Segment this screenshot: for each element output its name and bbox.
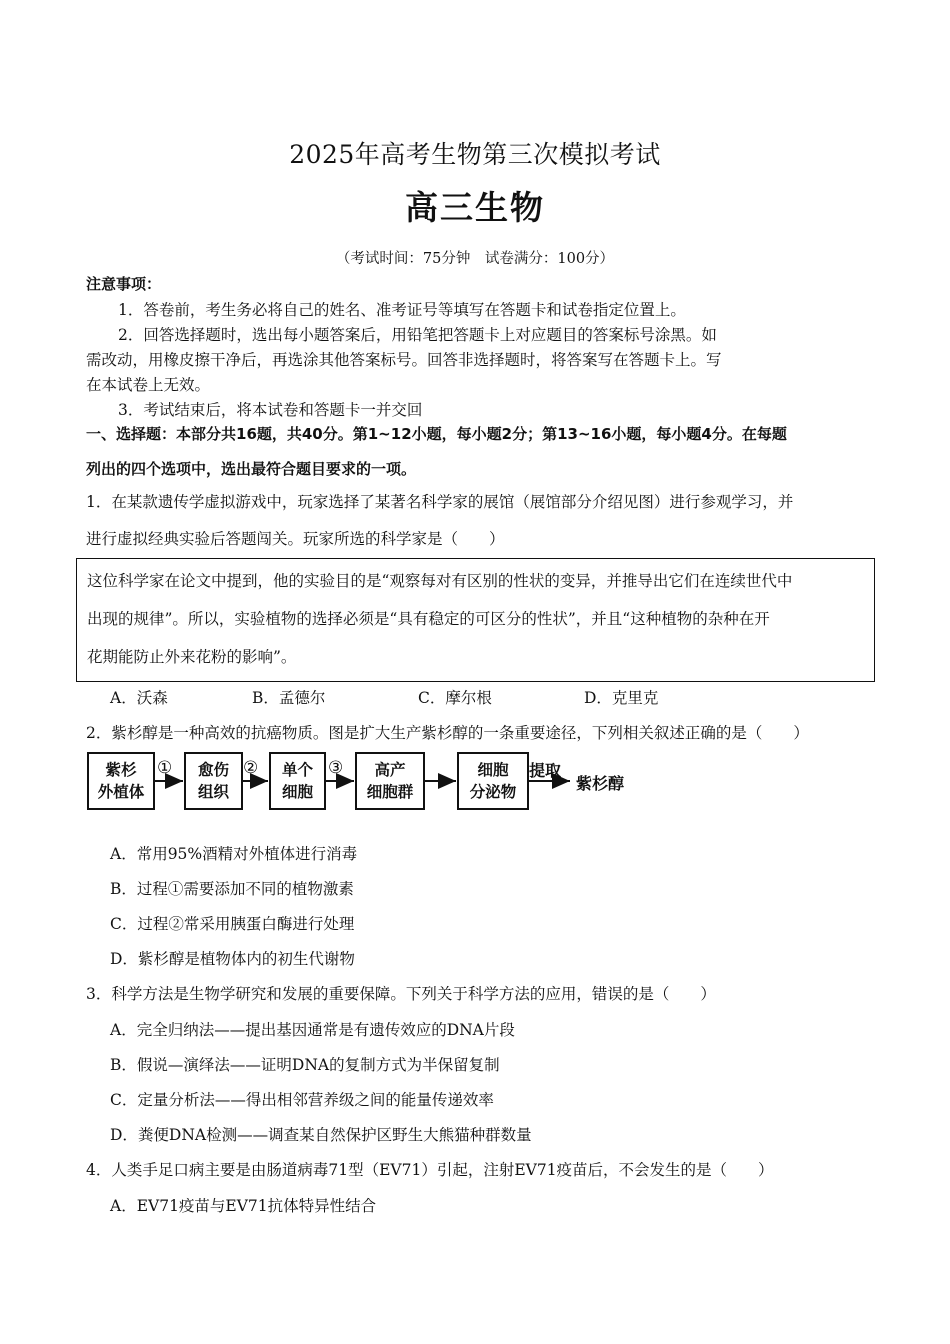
- flow-box-line: 单个: [281, 761, 313, 779]
- exam-info: （考试时间：75分钟 试卷满分：100分）: [335, 251, 615, 267]
- note-line: 1．答卷前，考生务必将自己的姓名、准考证号等填写在答题卡和试卷指定位置上。: [118, 301, 686, 319]
- flow-box-line: 愈伤: [197, 761, 229, 779]
- flow-step-1: ①: [157, 758, 173, 778]
- option-c: C．定量分析法——得出相邻营养级之间的能量传递效率: [110, 1091, 494, 1109]
- option-a: A．EV71疫苗与EV71抗体特异性结合: [110, 1197, 377, 1215]
- section-heading-line: 列出的四个选项中，选出最符合题目要求的一项。: [86, 460, 417, 478]
- flow-box-line: 细胞: [477, 761, 509, 779]
- question-stem: 3．科学方法是生物学研究和发展的重要保障。下列关于科学方法的应用，错误的是（ ）: [86, 985, 716, 1003]
- notes-heading: 注意事项：: [86, 275, 162, 293]
- flow-extract-label: 提取: [529, 761, 562, 780]
- flow-box-line: 细胞: [281, 783, 313, 801]
- flow-step-3: ③: [328, 758, 344, 778]
- exhibit-line: 这位科学家在论文中提到，他的实验目的是“观察每对有区别的性状的变异，并推导出它们在连续世代中: [87, 572, 793, 590]
- option-c: C．摩尔根: [418, 689, 492, 707]
- option-a: A．完全归纳法——提出基因通常是有遗传效应的DNA片段: [110, 1021, 515, 1039]
- exhibit-line: 花期能防止外来花粉的影响”。: [87, 648, 297, 666]
- subject-title: 高三生物: [405, 188, 545, 227]
- flow-box-high-yield: [355, 752, 425, 810]
- flow-box-callus: [184, 752, 243, 810]
- flow-box-single-cell: [269, 752, 326, 810]
- option-b: B．孟德尔: [252, 689, 326, 707]
- section-heading-line: 一、选择题：本部分共16题，共40分。第1~12小题，每小题2分；第13~16小题，每小题4分。在每题: [86, 425, 787, 443]
- option-b: B．过程①需要添加不同的植物激素: [110, 880, 354, 898]
- flow-box-secretion: [457, 752, 529, 810]
- option-b: B．假说—演绎法——证明DNA的复制方式为半保留复制: [110, 1056, 500, 1074]
- note-line: 需改动，用橡皮擦干净后，再选涂其他答案标号。回答非选择题时，将答案写在答题卡上。写: [86, 351, 722, 369]
- question-stem: 2．紫杉醇是一种高效的抗癌物质。图是扩大生产紫杉醇的一条重要途径，下列相关叙述正确的是（ ）: [86, 724, 809, 742]
- flow-box-line: 细胞群: [366, 783, 414, 801]
- flow-box-explant: [87, 752, 155, 810]
- flow-box-line: 外植体: [97, 783, 145, 801]
- flow-box-line: 分泌物: [469, 783, 517, 801]
- option-a: A．常用95%酒精对外植体进行消毒: [110, 845, 358, 863]
- flow-product: 紫杉醇: [576, 774, 625, 793]
- note-line: 3．考试结束后，将本试卷和答题卡一并交回: [118, 401, 423, 419]
- question-stem: 进行虚拟经典实验后答题闯关。玩家所选的科学家是（ ）: [86, 530, 505, 548]
- flow-box-line: 组织: [197, 783, 229, 801]
- option-d: D．克里克: [584, 689, 659, 707]
- note-line: 2．回答选择题时，选出每小题答案后，用铅笔把答题卡上对应题目的答案标号涂黑。如: [118, 326, 717, 344]
- note-line: 在本试卷上无效。: [86, 376, 211, 394]
- flow-box-line: 高产: [374, 761, 406, 779]
- option-c: C．过程②常采用胰蛋白酶进行处理: [110, 915, 355, 933]
- option-d: D．粪便DNA检测——调查某自然保护区野生大熊猫种群数量: [110, 1126, 532, 1144]
- exhibit-line: 出现的规律”。所以，实验植物的选择必须是“具有稳定的可区分的性状”，并且“这种植物的杂种在开: [87, 610, 770, 628]
- flow-step-2: ②: [243, 758, 259, 778]
- flow-box-line: 紫杉: [105, 761, 137, 779]
- option-d: D．紫杉醇是植物体内的初生代谢物: [110, 950, 355, 968]
- question-stem: 4．人类手足口病主要是由肠道病毒71型（EV71）引起，注射EV71疫苗后，不会发生的是（ ）: [86, 1161, 774, 1179]
- exam-title: 2025年高考生物第三次模拟考试: [289, 140, 661, 169]
- option-a: A．沃森: [110, 689, 168, 707]
- question-stem: 1．在某款遗传学虚拟游戏中，玩家选择了某著名科学家的展馆（展馆部分介绍见图）进行参观学习，并: [86, 493, 794, 511]
